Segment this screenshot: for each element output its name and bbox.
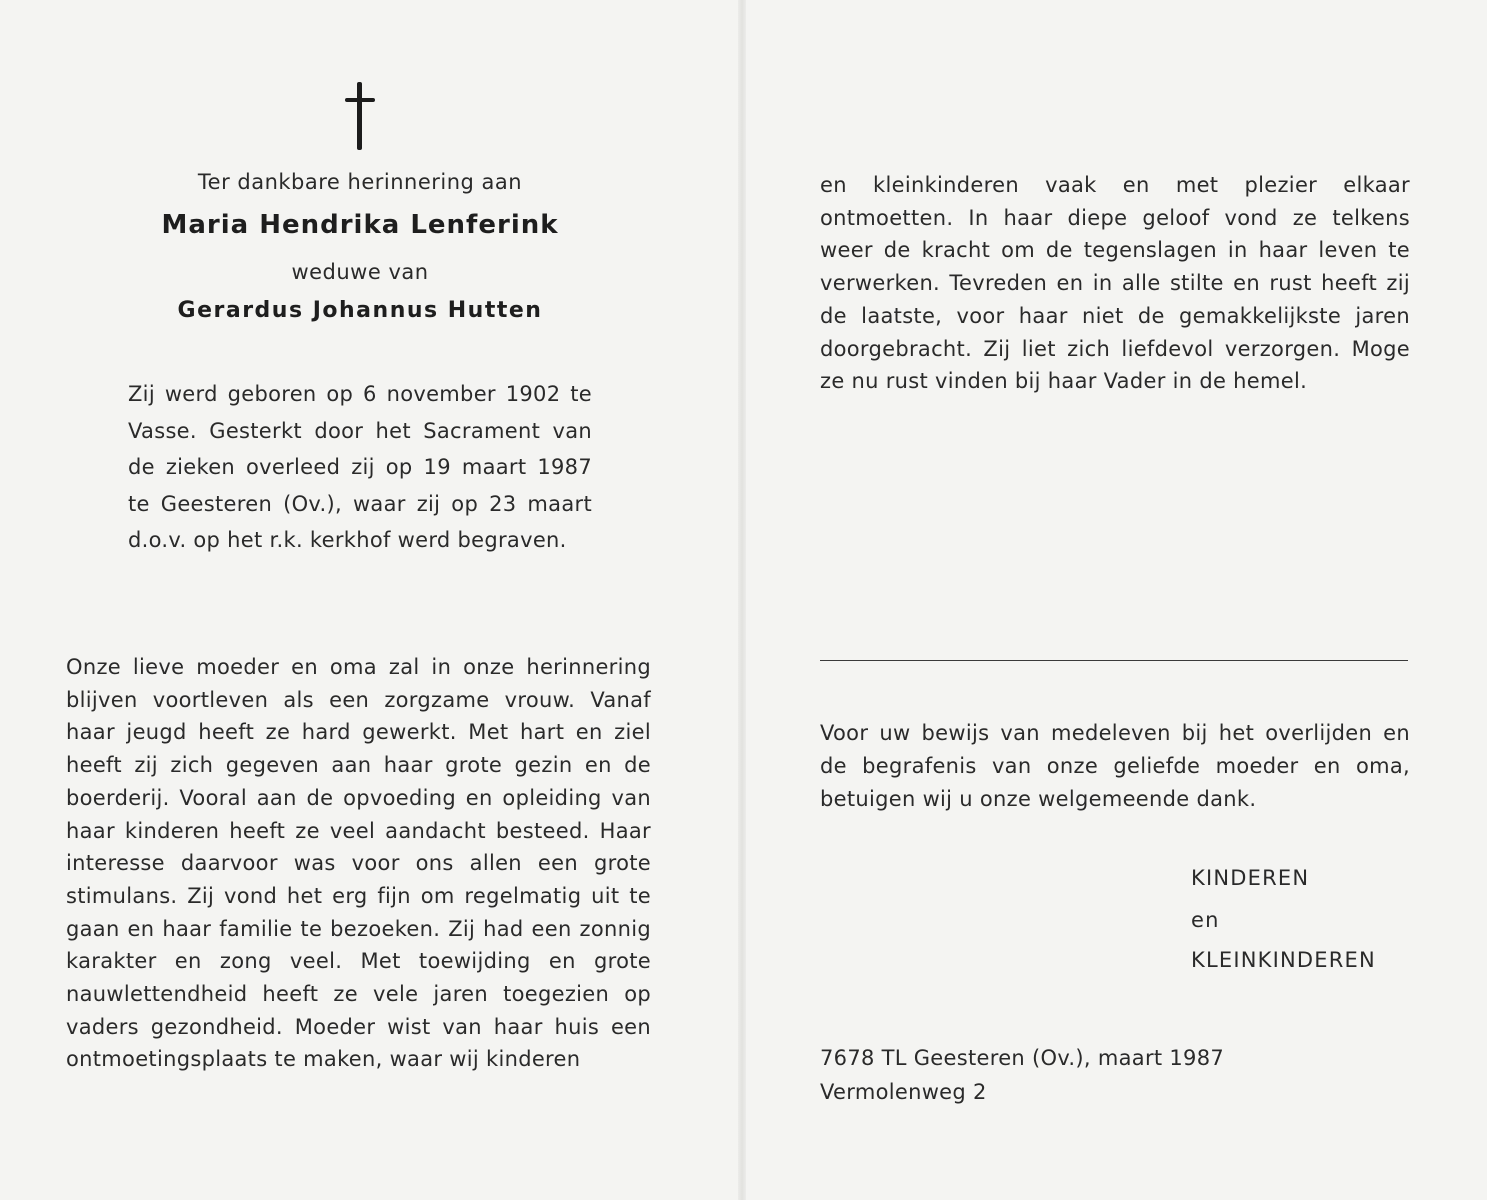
cross-icon — [345, 82, 375, 150]
deceased-name: Maria Hendrika Lenferink — [161, 210, 559, 240]
separator-line — [820, 660, 1408, 661]
continuation-paragraph: en kleinkinderen vaak en met plezier elkaar ontmoetten. In haar diepe geloof vond ze telkens weer de kracht om de tegenslagen in haar leven te verwerken. Tevreden en in alle stilte en rust heeft zij de laatste, voor haar niet de gemakkelijkste jaren doorgebracht. Zij liet zich liefdevol verzorgen. Moge ze nu rust vinden bij haar Vader in de hemel. — [820, 173, 1410, 394]
left-page — [0, 0, 738, 1200]
signature-line-2: en — [1191, 908, 1220, 932]
right-page — [746, 0, 1487, 1200]
signature-line-3: KLEINKINDEREN — [1191, 948, 1376, 972]
address-line-2: Vermolenweg 2 — [820, 1080, 987, 1104]
signature-line-1: KINDEREN — [1191, 866, 1310, 890]
address-line-1: 7678 TL Geesteren (Ov.), maart 1987 — [820, 1046, 1225, 1070]
memory-paragraph: Onze lieve moeder en oma zal in onze herinnering blijven voortleven als een zorgzame vrouw. Vanaf haar jeugd heeft ze hard gewerkt. Met hart en ziel heeft zij zich gegeven aan haar grote gezin en de boerderij. Vooral aan de opvoeding en opleiding van haar kinderen heeft ze veel aandacht besteed. Haar interesse daarvoor was voor ons allen een grote stimulans. Zij vond het erg fijn om regelmatig uit te gaan en haar familie te bezoeken. Zij had een zonnig karakter en zong veel. Met toewijding en grote nauwlettendheid heeft ze vele jaren toegezien op vaders gezondheid. Moeder wist van haar huis een ontmoetingsplaats te maken, waar wij kinderen — [66, 655, 651, 1072]
card-fold — [738, 0, 746, 1200]
widow-of-text: weduwe van — [291, 260, 429, 284]
birth-death-paragraph: Zij werd geboren op 6 november 1902 te Vasse. Gesterkt door het Sacrament van de zieken overleed zij op 19 maart 1987 te Geesteren (Ov.), waar zij op 23 maart d.o.v. op het r.k. kerkhof werd begraven. — [128, 382, 592, 552]
intro-text: Ter dankbare herinnering aan — [197, 170, 523, 194]
spouse-name: Gerardus Johannus Hutten — [177, 298, 543, 323]
thanks-paragraph: Voor uw bewijs van medeleven bij het overlijden en de begrafenis van onze geliefde moeder en oma, betuigen wij u onze welgemeende dank. — [820, 721, 1410, 811]
